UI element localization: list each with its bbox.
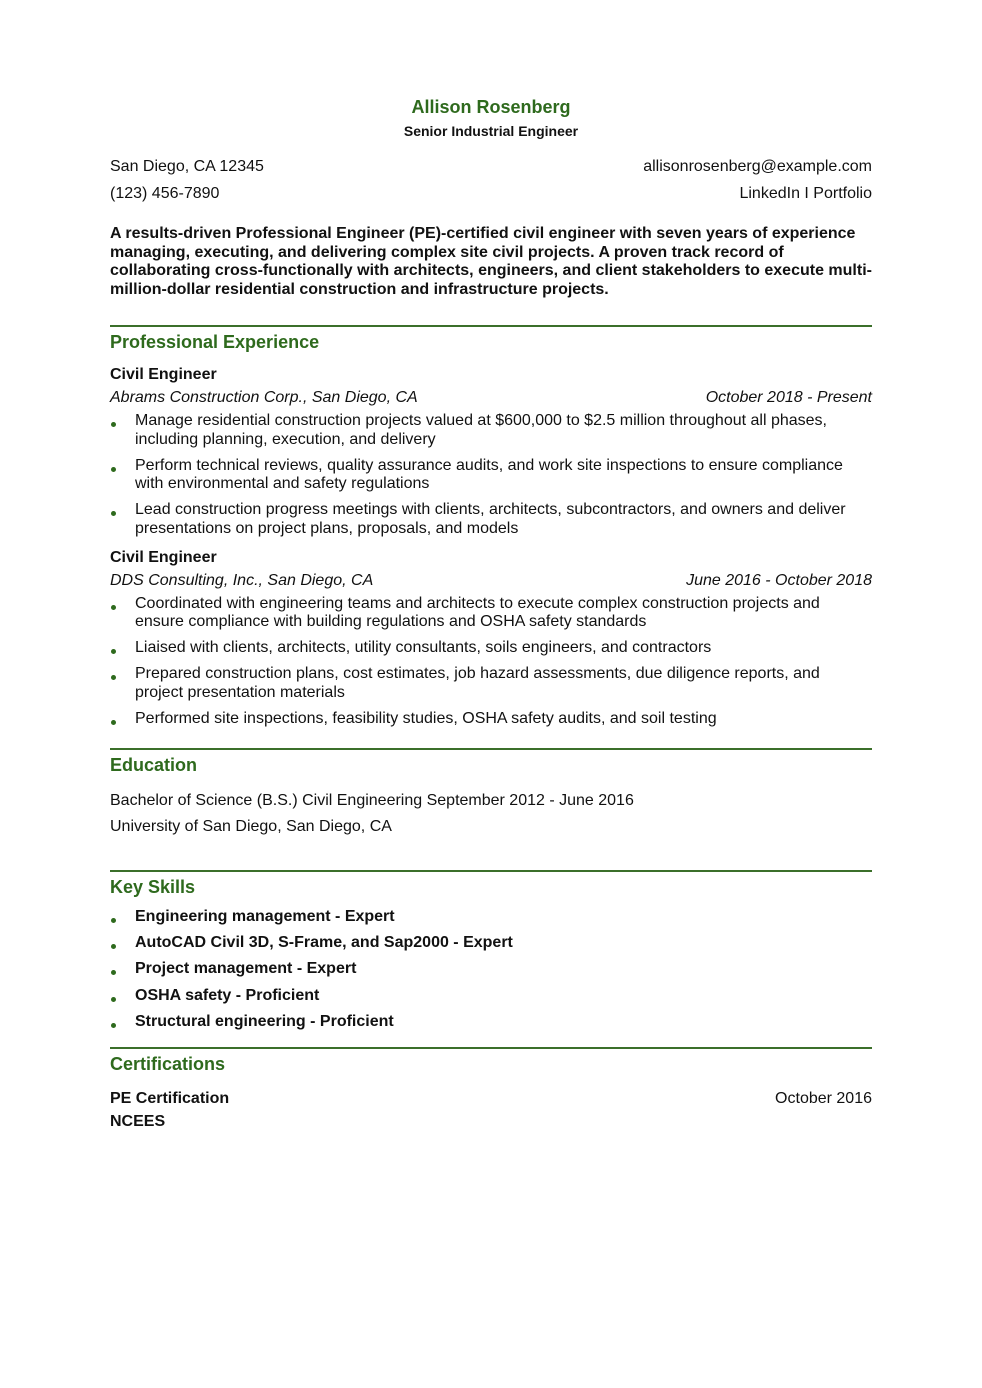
certification-date: October 2016 bbox=[775, 1090, 872, 1108]
bullet-icon bbox=[111, 467, 116, 472]
skills-section bbox=[110, 870, 872, 1031]
list-item: Prepared construction plans, cost estimates, job hazard assessments, due diligence reports, and project presentation materials bbox=[110, 665, 872, 702]
certification-name: PE Certification bbox=[110, 1090, 230, 1108]
bullet-icon bbox=[111, 1023, 116, 1028]
education-entry bbox=[110, 788, 872, 840]
job-entry bbox=[110, 363, 872, 538]
job-meta bbox=[110, 569, 872, 592]
job-company: DDS Consulting, Inc., San Diego, CA bbox=[110, 571, 374, 589]
list-item: Manage residential construction projects valued at $600,000 to $2.5 million throughout all phases, including planning, execution, and delivery bbox=[110, 412, 872, 449]
school: University of San Diego, San Diego, CA bbox=[110, 818, 392, 835]
job-title: Civil Engineer bbox=[110, 548, 217, 566]
list-item: Project management - Expert bbox=[110, 960, 872, 979]
job-company: Abrams Construction Corp., San Diego, CA bbox=[110, 389, 418, 406]
bullet-icon bbox=[111, 720, 116, 725]
contact-block bbox=[110, 153, 872, 207]
list-item: OSHA safety - Proficient bbox=[110, 987, 872, 1006]
job-bullets bbox=[110, 412, 872, 538]
list-item: Liaised with clients, architects, utility consultants, soils engineers, and contractors bbox=[110, 639, 872, 658]
certifications-section bbox=[110, 1047, 872, 1133]
list-item: Engineering management - Expert bbox=[110, 908, 872, 927]
candidate-name: Allison Rosenberg bbox=[411, 97, 571, 117]
list-item: AutoCAD Civil 3D, S-Frame, and Sap2000 - Expert bbox=[110, 934, 872, 953]
list-item: Performed site inspections, feasibility studies, OSHA safety audits, and soil testing bbox=[110, 710, 872, 729]
list-item: Lead construction progress meetings with clients, architects, subcontractors, and owners and deliver presentations on project plans, proposals, and models bbox=[110, 501, 872, 538]
job-bullets bbox=[110, 595, 872, 729]
location: San Diego, CA 12345 bbox=[110, 158, 264, 175]
bullet-icon bbox=[111, 970, 116, 975]
bullet-icon bbox=[111, 675, 116, 680]
email[interactable]: allisonrosenberg@example.com bbox=[643, 158, 872, 175]
list-item: Perform technical reviews, quality assurance audits, and work site inspections to ensure compliance with environmental and safety regulations bbox=[110, 457, 872, 494]
skills-list bbox=[110, 908, 872, 1031]
bullet-icon bbox=[111, 944, 116, 949]
job-entry bbox=[110, 546, 872, 729]
certification-issuer: NCEES bbox=[110, 1113, 166, 1131]
experience-section bbox=[110, 325, 872, 728]
summary: A results-driven Professional Engineer (PE)-certified civil engineer with seven years of experience managing, executing, and delivering complex site civil projects. A proven track record of collaborating cross-functionally with architects, engineers, and client stakeholders to execute multi-million-dollar residential construction and infrastructure projects. bbox=[110, 225, 872, 298]
section-heading: Certifications bbox=[110, 1054, 226, 1075]
list-item: Coordinated with engineering teams and architects to execute complex construction projects and ensure compliance with building regulations and OSHA safety standards bbox=[110, 595, 872, 632]
profile-links[interactable]: LinkedIn I Portfolio bbox=[739, 185, 872, 202]
job-dates: June 2016 - October 2018 bbox=[686, 571, 872, 589]
contact-row-1 bbox=[110, 153, 872, 180]
bullet-icon bbox=[111, 422, 116, 427]
education-section bbox=[110, 748, 872, 840]
job-title: Civil Engineer bbox=[110, 366, 217, 383]
bullet-icon bbox=[111, 605, 116, 610]
job-dates: October 2018 - Present bbox=[705, 389, 872, 406]
bullet-icon bbox=[111, 511, 116, 516]
bullet-icon bbox=[111, 997, 116, 1002]
certification-entry bbox=[110, 1087, 872, 1133]
bullet-icon bbox=[111, 649, 116, 654]
job-meta bbox=[110, 386, 872, 409]
bullet-icon bbox=[111, 918, 116, 923]
section-heading: Key Skills bbox=[110, 877, 196, 897]
phone: (123) 456-7890 bbox=[110, 185, 220, 202]
contact-row-2 bbox=[110, 180, 872, 207]
list-item: Structural engineering - Proficient bbox=[110, 1013, 872, 1032]
resume-page bbox=[110, 95, 872, 1133]
candidate-title: Senior Industrial Engineer bbox=[403, 123, 579, 139]
section-heading: Education bbox=[110, 755, 198, 775]
section-heading: Professional Experience bbox=[110, 332, 320, 352]
degree: Bachelor of Science (B.S.) Civil Engineering September 2012 - June 2016 bbox=[110, 792, 634, 809]
